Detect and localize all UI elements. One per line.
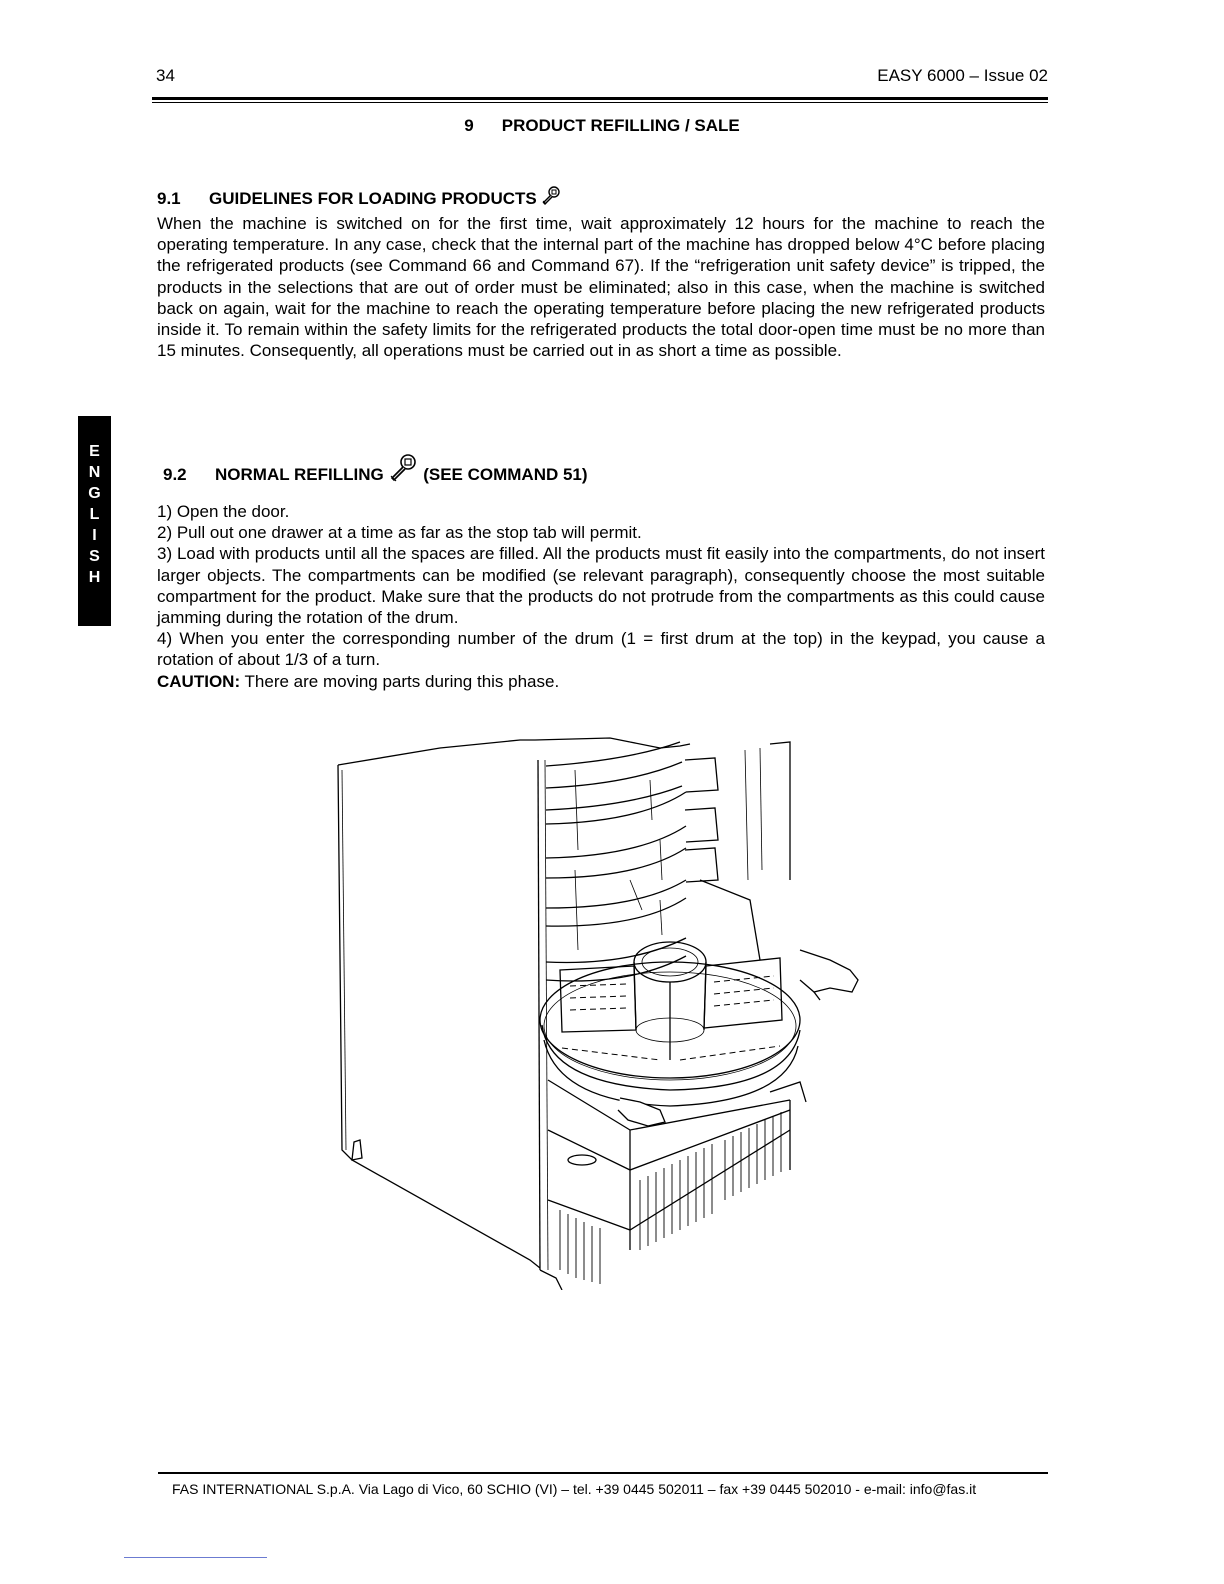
wrench-icon bbox=[388, 454, 418, 487]
step-item: 2) Pull out one drawer at a time as far as the stop tab will permit. bbox=[157, 523, 642, 543]
chapter-number: 9 bbox=[464, 116, 474, 135]
language-tab bbox=[78, 416, 111, 626]
header-rule bbox=[152, 97, 1048, 100]
footer-text: FAS INTERNATIONAL S.p.A. Via Lago di Vico, 60 SCHIO (VI) – tel. +39 0445 502011 – fax +39 0445 502010 - e-mail: info@fas.it bbox=[172, 1481, 977, 1497]
wrench-icon bbox=[541, 186, 561, 211]
section-number: 9.2 bbox=[163, 465, 187, 484]
step-item: 3) Load with products until all the spaces are filled. All the products must fit easily into the compartments, do not insert larger objects. The compartments can be modified (se relevant paragraph), consequently choose the most suitable compartment for the product. Make sure that the products do not protrude from the compartments as this could cause jamming during the rotation of the drum. bbox=[157, 544, 1045, 628]
section-body: When the machine is switched on for the first time, wait approximately 12 hours for the machine to reach the operating temperature. In any case, check that the internal part of the machine has dropped below 4°C before placing the refrigerated products (see Command 66 and Command 67). If the “refrigeration unit safety device” is tripped, the products in the selections that are out of order must be eliminated; also in this case, when the machine is switched back on again, wait for the machine to reach the operating temperature before placing the new refrigerated products inside it. To remain within the safety limits for the refrigerated products the total door-open time must be no more than 15 minutes. Consequently, all operations must be carried out in as short a time as possible. bbox=[157, 214, 1045, 361]
footer-rule bbox=[158, 1472, 1048, 1474]
section-title: GUIDELINES FOR LOADING PRODUCTS bbox=[209, 189, 537, 208]
chapter-title-text: PRODUCT REFILLING / SALE bbox=[501, 116, 740, 135]
section-heading-9-2 bbox=[163, 454, 588, 487]
page-edge-marker bbox=[124, 1557, 267, 1558]
language-letter: N bbox=[88, 464, 101, 481]
language-letter: H bbox=[88, 569, 101, 586]
caution-label: CAUTION: bbox=[157, 671, 241, 691]
page-number: 34 bbox=[156, 66, 175, 85]
chapter-title bbox=[0, 116, 1204, 136]
step-item: 4) When you enter the corresponding number of the drum (1 = first drum at the top) in the keypad, you cause a rotation of about 1/3 of a turn. bbox=[157, 629, 1045, 670]
section-title: NORMAL REFILLING bbox=[215, 465, 384, 484]
section-number: 9.1 bbox=[157, 189, 181, 208]
language-letter: S bbox=[89, 548, 100, 565]
refilling-steps bbox=[157, 501, 1045, 692]
language-letter: E bbox=[89, 443, 100, 460]
machine-illustration bbox=[330, 730, 870, 1290]
caution-text: There are moving parts during this phase. bbox=[240, 671, 560, 691]
document-title: EASY 6000 – Issue 02 bbox=[877, 66, 1048, 85]
language-letter: G bbox=[88, 485, 101, 502]
language-letter: L bbox=[89, 506, 100, 523]
language-letter: I bbox=[92, 527, 97, 544]
section-heading-9-1 bbox=[157, 186, 561, 211]
caution-line bbox=[157, 671, 1045, 692]
section-title-suffix: (SEE COMMAND 51) bbox=[423, 465, 588, 484]
header-rule-thin bbox=[152, 102, 1048, 103]
step-item: 1) Open the door. bbox=[157, 502, 290, 521]
